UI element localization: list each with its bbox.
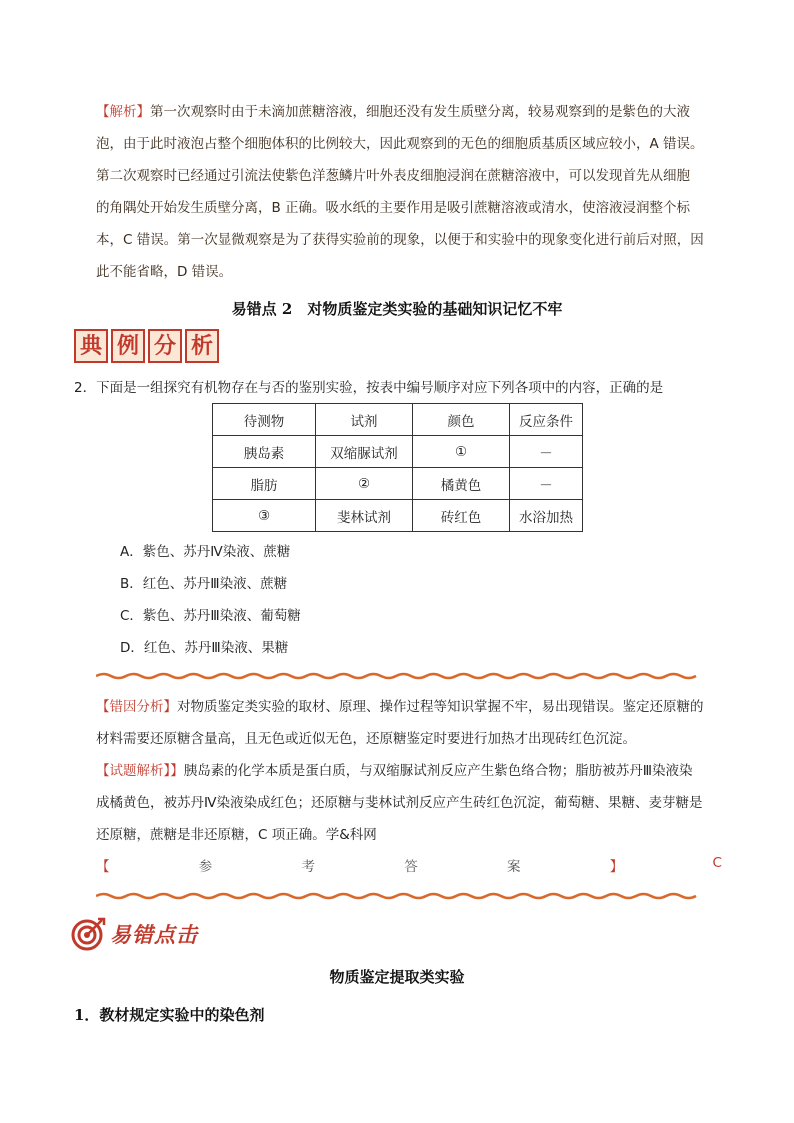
wave-divider bbox=[96, 672, 702, 680]
table-cell: ③ bbox=[213, 500, 316, 532]
table-header-cell: 反应条件 bbox=[510, 404, 583, 436]
table-header-cell: 试剂 bbox=[316, 404, 413, 436]
question-text: 2．下面是一组探究有机物存在与否的鉴别实验，按表中编号顺序对应下列各项中的内容，正确的是 bbox=[74, 380, 664, 396]
answer-char: 案 bbox=[507, 859, 521, 875]
answer-char: 考 bbox=[301, 859, 315, 875]
example-analysis-badge bbox=[74, 329, 219, 363]
table-cell: ① bbox=[413, 436, 510, 468]
table-cell: 双缩脲试剂 bbox=[316, 436, 413, 468]
question-explanation bbox=[96, 755, 722, 851]
table-cell: 斐林试剂 bbox=[316, 500, 413, 532]
table-header-cell: 颜色 bbox=[413, 404, 510, 436]
explanation-line: 还原糖，蔗糖是非还原糖，C 项正确。学&科网 bbox=[96, 827, 377, 843]
analysis-line: 此不能省略，D 错误。 bbox=[96, 264, 233, 280]
badge-char: 例 bbox=[111, 329, 145, 363]
table-cell: － bbox=[510, 468, 583, 500]
error-point-heading: 易错点 2 对物质鉴定类实验的基础知识记忆不牢 bbox=[231, 300, 563, 318]
option-a: A．紫色、苏丹Ⅳ染液、蔗糖 bbox=[120, 544, 291, 560]
badge-char: 分 bbox=[148, 329, 182, 363]
analysis-line: 的角隅处开始发生质壁分离，B 正确。吸水纸的主要作用是吸引蔗糖溶液或清水，使溶液浸润整个标 bbox=[96, 200, 691, 216]
reference-answer bbox=[96, 855, 722, 875]
badge-char: 典 bbox=[74, 329, 108, 363]
analysis-tag: 【解析】 bbox=[96, 104, 150, 120]
table-row bbox=[213, 436, 583, 468]
badge-char: 析 bbox=[185, 329, 219, 363]
answer-value: C bbox=[712, 855, 722, 871]
error-analysis bbox=[96, 691, 722, 755]
answer-char: 参 bbox=[198, 859, 213, 875]
wave-divider bbox=[96, 892, 702, 900]
analysis-line: 第二次观察时已经通过引流法使紫色洋葱鳞片叶外表皮细胞浸润在蔗糖溶液中，可以发现首先从细胞 bbox=[96, 168, 690, 184]
logo-title: 易错点击 bbox=[110, 922, 198, 947]
table-cell: 胰岛素 bbox=[213, 436, 316, 468]
answer-bracket-close: 】 bbox=[609, 859, 624, 875]
option-d: D．红色、苏丹Ⅲ染液、果糖 bbox=[120, 640, 289, 656]
answer-bracket-open: 【 bbox=[96, 859, 110, 875]
section-title: 1．教材规定实验中的染色剂 bbox=[74, 1006, 265, 1024]
error-analysis-tag: 【错因分析】 bbox=[96, 699, 177, 715]
table-cell: 脂肪 bbox=[213, 468, 316, 500]
error-analysis-line: 【错因分析】对物质鉴定类实验的取材、原理、操作过程等知识掌握不牢，易出现错误。鉴定还原糖的 bbox=[96, 699, 704, 715]
answer-char: 答 bbox=[404, 859, 418, 875]
table-cell: ② bbox=[316, 468, 413, 500]
explanation-tag: 【试题解析】】 bbox=[96, 763, 184, 779]
table-header-cell: 待测物 bbox=[213, 404, 316, 436]
error-analysis-line: 材料需要还原糖含量高，且无色或近似无色，还原糖鉴定时要进行加热才出现砖红色沉淀。 bbox=[96, 731, 636, 747]
explanation-line: 【试题解析】】胰岛素的化学本质是蛋白质，与双缩脲试剂反应产生紫色络合物；脂肪被苏丹Ⅲ染液染 bbox=[96, 763, 693, 779]
table-cell: 水浴加热 bbox=[510, 500, 583, 532]
table-cell: 橘黄色 bbox=[413, 468, 510, 500]
explanation-line: 成橘黄色，被苏丹Ⅳ染液染成红色；还原糖与斐林试剂反应产生砖红色沉淀，葡萄糖、果糖、麦芽糖是 bbox=[96, 795, 703, 811]
option-b: B．红色、苏丹Ⅲ染液、蔗糖 bbox=[120, 576, 288, 592]
target-icon bbox=[70, 917, 106, 951]
table-cell: 砖红色 bbox=[413, 500, 510, 532]
analysis-line: 泡，由于此时液泡占整个细胞体积的比例较大，因此观察到的无色的细胞质基质区域应较小，A 错误。 bbox=[96, 136, 704, 152]
sub-title: 物质鉴定提取类实验 bbox=[329, 968, 465, 986]
table-row bbox=[213, 500, 583, 532]
option-c: C．紫色、苏丹Ⅲ染液、葡萄糖 bbox=[120, 608, 301, 624]
analysis-line: 本，C 错误。第一次显微观察是为了获得实验前的现象，以便于和实验中的现象变化进行前后对照，因 bbox=[96, 232, 704, 248]
error-click-logo bbox=[70, 917, 198, 951]
analysis-paragraph bbox=[96, 96, 726, 288]
table-header-row bbox=[213, 404, 583, 436]
experiment-table bbox=[212, 403, 583, 532]
table-cell: － bbox=[510, 436, 583, 468]
table-row bbox=[213, 468, 583, 500]
analysis-line: 【解析】第一次观察时由于未滴加蔗糖溶液，细胞还没有发生质壁分离，较易观察到的是紫色的大液 bbox=[96, 104, 690, 120]
